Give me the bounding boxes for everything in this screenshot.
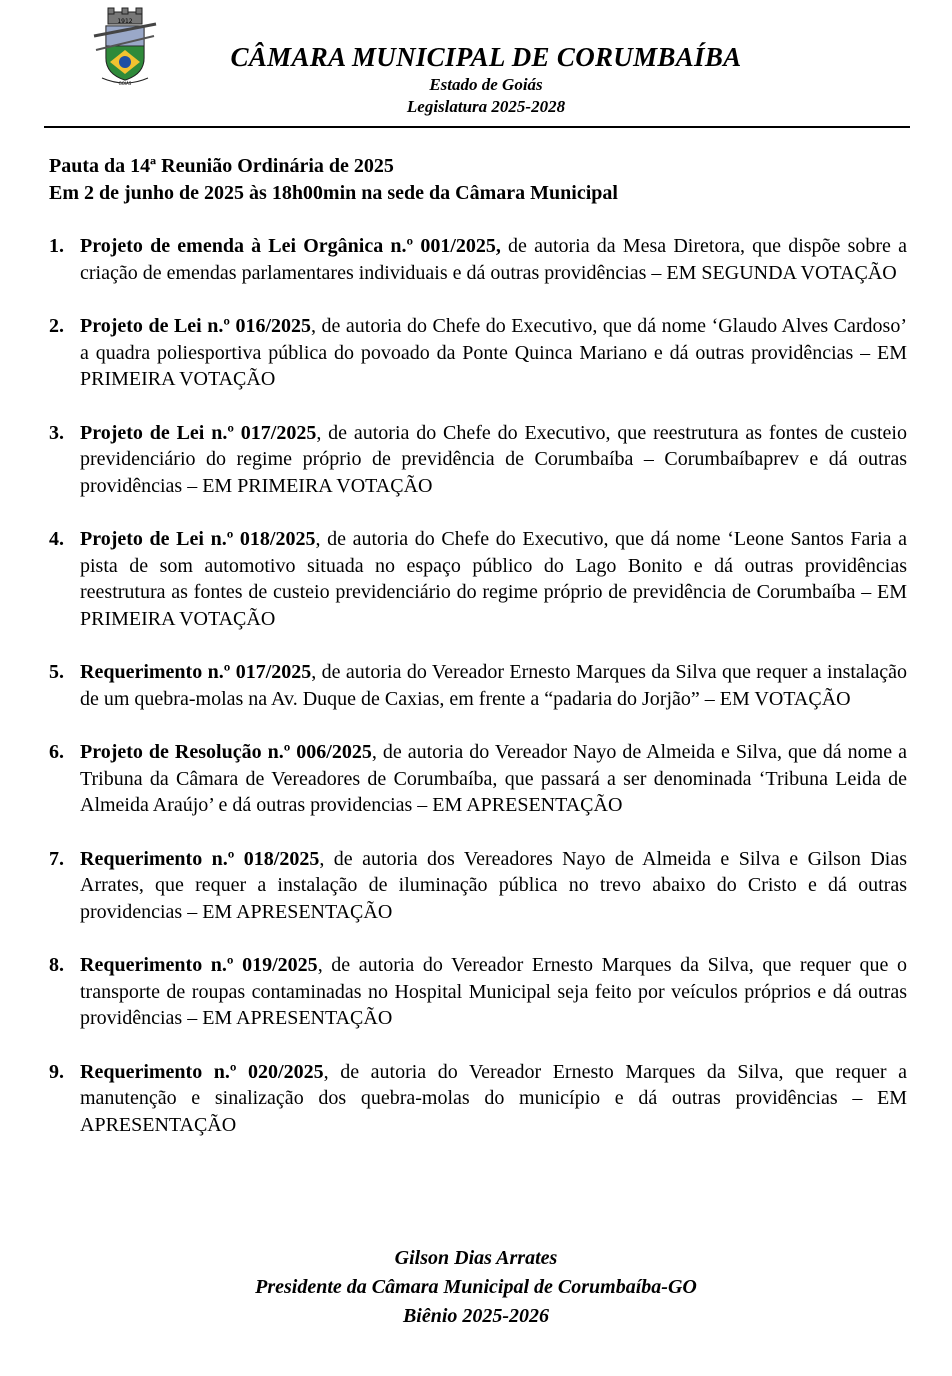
- agenda-item: [49, 526, 907, 632]
- chamber-title: CÂMARA MUNICIPAL DE CORUMBAÍBA: [230, 42, 742, 72]
- letterhead: [0, 40, 952, 118]
- item-reference: Projeto de Lei n.º 018/2025: [80, 528, 316, 550]
- item-reference: Projeto de Lei n.º 017/2025: [80, 421, 317, 444]
- agenda-item: [49, 233, 907, 286]
- item-number: 8.: [49, 954, 64, 976]
- agenda-heading: [49, 153, 909, 207]
- item-number: 4.: [49, 528, 64, 550]
- state-line: Estado de Goiás: [429, 75, 543, 94]
- item-number: 9.: [49, 1060, 64, 1083]
- item-description: , de autoria do Chefe do Executivo, que dá nome ‘Leone Santos Faria a pista de som automotivo situada no espaço público do Lago Bonito e dá outras providências reestrutura as fontes de custeio previdenciário do regime próprio de previdência de Corumbaíba – EM PRIMEIRA VOTAÇÃO: [80, 528, 908, 630]
- item-reference: Projeto de Resolução n.º 006/2025: [80, 741, 372, 763]
- signer-role: Presidente da Câmara Municipal de Corumbaíba-GO: [255, 1276, 697, 1298]
- item-reference: Requerimento n.º 018/2025: [80, 847, 320, 870]
- item-number: 1.: [49, 235, 64, 257]
- item-description: , de autoria do Vereador Ernesto Marques da Silva que requer a instalação de um quebra-molas na Av. Duque de Caxias, em frente a “padaria do Jorjão” – EM VOTAÇÃO: [80, 661, 908, 710]
- agenda-items-list: [49, 233, 907, 1165]
- crest-label: GOIÁS: [118, 81, 132, 86]
- item-number: 6.: [49, 741, 64, 763]
- item-reference: Requerimento n.º 019/2025: [80, 954, 318, 976]
- agenda-item: [49, 846, 907, 926]
- header-divider: [44, 126, 910, 128]
- signer-term: Biênio 2025-2026: [402, 1305, 550, 1327]
- legislature-line: Legislatura 2025-2028: [406, 97, 566, 116]
- item-reference: Requerimento n.º 017/2025: [80, 661, 312, 683]
- signature-block: [0, 1244, 952, 1331]
- item-description: , de autoria dos Vereadores Nayo de Almeida e Silva e Gilson Dias Arrates, que requer a instalação de iluminação pública no trevo abaixo do Cristo e dá outras providencias – EM APRESENTAÇÃO: [80, 847, 907, 923]
- item-description: , de autoria do Chefe do Executivo, que reestrutura as fontes de custeio previdenciário do regime próprio de previdência de Corumbaíba – Corumbaíbaprev e dá outras providências – EM PRIMEIRA VOTAÇÃO: [80, 421, 907, 497]
- agenda-item: [49, 1059, 907, 1139]
- crest-year: 1912: [117, 18, 133, 25]
- agenda-item: [49, 313, 907, 393]
- item-description: , de autoria do Vereador Ernesto Marques da Silva, que requer a manutenção e sinalização dos quebra-molas do município e dá outras providências – EM APRESENTAÇÃO: [80, 1060, 907, 1136]
- item-number: 7.: [49, 847, 64, 870]
- item-description: , de autoria do Chefe do Executivo, que dá nome ‘Glaudo Alves Cardoso’ a quadra poliesportiva pública do povoado da Ponte Quinca Mariano e dá outras providências – EM PRIMEIRA VOTAÇÃO: [80, 315, 908, 390]
- item-description: , de autoria do Vereador Ernesto Marques da Silva, que requer que o transporte de roupas contaminadas no Hospital Municipal seja feito por veículos próprios e dá outras providências – EM APRESENTAÇÃO: [80, 954, 907, 1029]
- agenda-item: [49, 420, 907, 500]
- agenda-item: [49, 952, 907, 1032]
- item-reference: Projeto de Lei n.º 016/2025: [80, 315, 312, 337]
- item-reference: Projeto de emenda à Lei Orgânica n.º 001/2025,: [80, 235, 501, 257]
- agenda-item: [49, 739, 907, 819]
- agenda-item: [49, 659, 907, 712]
- item-number: 5.: [49, 661, 64, 683]
- item-reference: Requerimento n.º 020/2025: [80, 1060, 324, 1083]
- agenda-title: Pauta da 14ª Reunião Ordinária de 2025: [49, 155, 394, 177]
- agenda-date-location: Em 2 de junho de 2025 às 18h00min na sede da Câmara Municipal: [49, 182, 618, 204]
- item-description: de autoria da Mesa Diretora, que dispõe sobre a criação de emendas parlamentares individuais e dá outras providências – EM SEGUNDA VOTAÇÃO: [80, 235, 907, 284]
- signer-name: Gilson Dias Arrates: [394, 1247, 558, 1269]
- item-description: , de autoria do Vereador Nayo de Almeida e Silva, que dá nome a Tribuna da Câmara de Vereadores de Corumbaíba, que passará a ser denominada ‘Tribuna Leida de Almeida Araújo’ e dá outras providencias – EM APRESENTAÇÃO: [80, 741, 907, 816]
- item-number: 2.: [49, 315, 64, 337]
- item-number: 3.: [49, 421, 64, 444]
